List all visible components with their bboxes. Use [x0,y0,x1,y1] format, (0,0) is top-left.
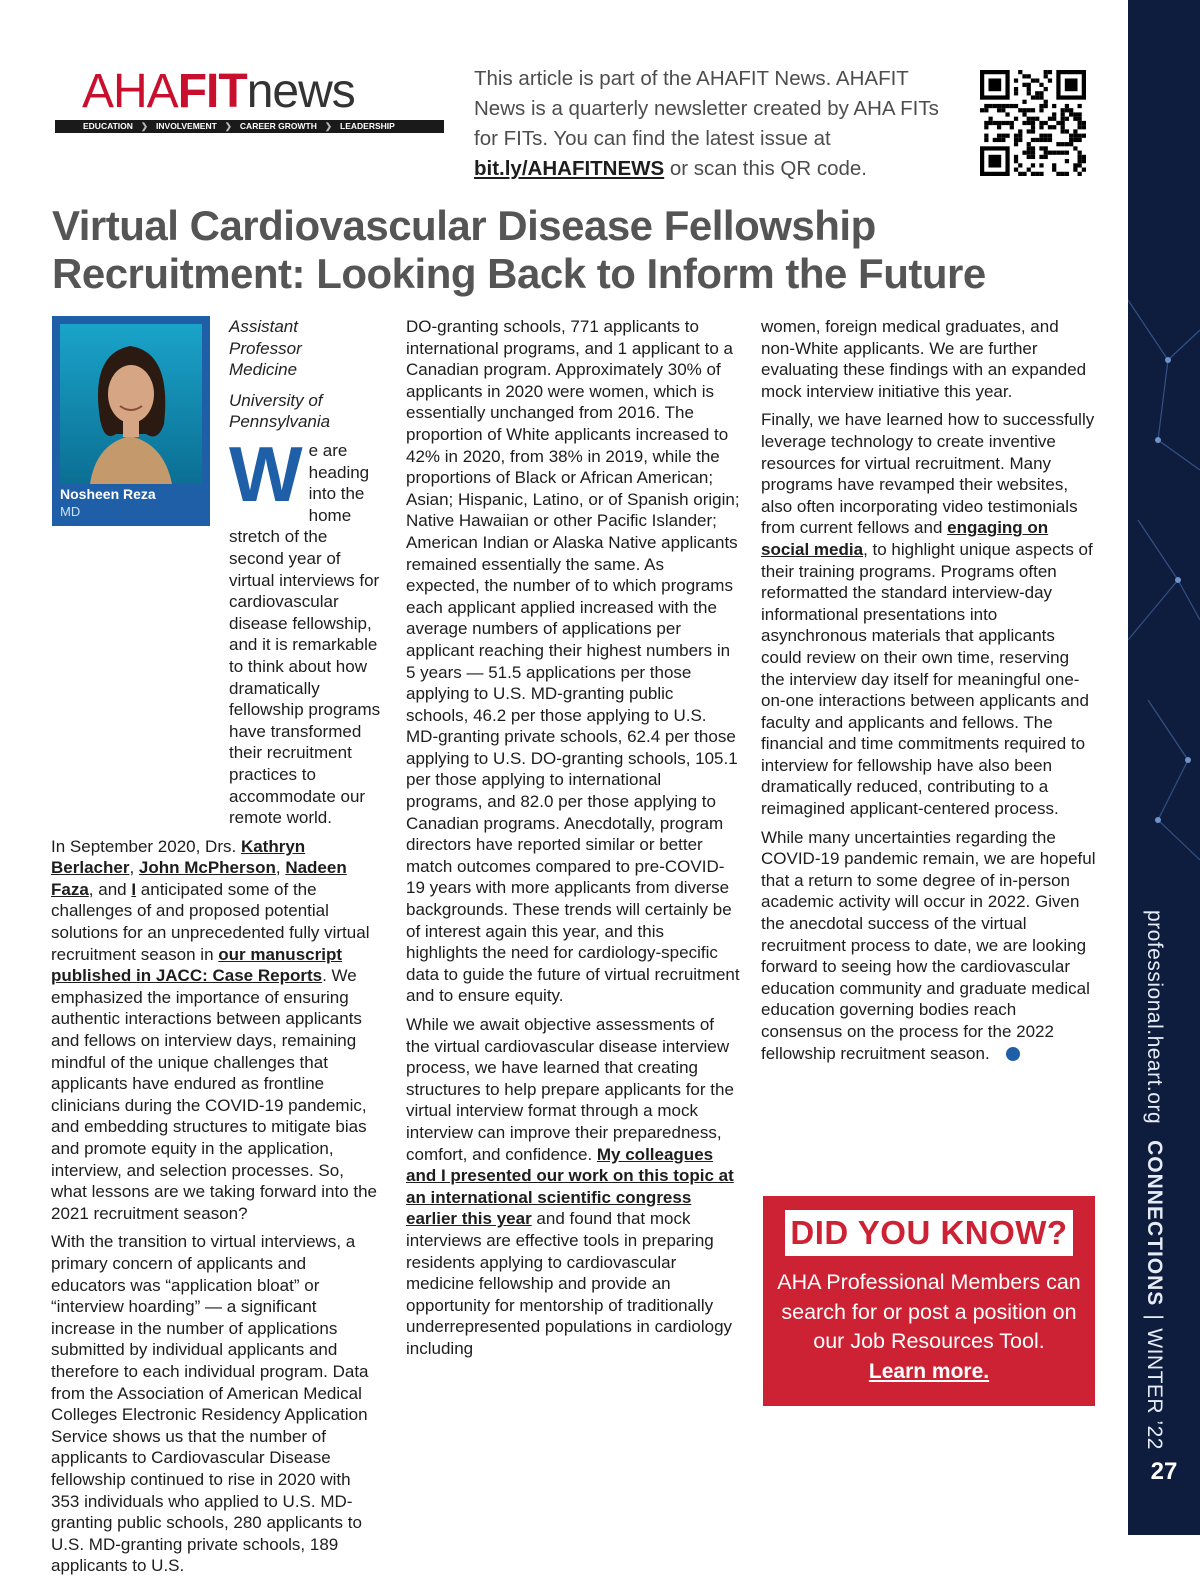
link-nadeen-faza[interactable]: Nadeen Faza [51,858,347,899]
article-paragraph-1: We are heading into the home stretch of the second year of virtual interviews for cardiovascular disease fellowship, and it is remarkable to think about how dramatically fellowship programs have transformed their recruitment practices to accommodate our remote world. [229,430,381,828]
article-column-1 [51,430,383,1584]
publication-name: CONNECTIONS [1143,1140,1166,1307]
article-paragraph-6: While many uncertainties regarding the COVID-19 pandemic remain, we are hopeful that a return to some degree of in-person academic activity will occur in 2022. Given the anecdotal success of the virtual recruitment process to date, we are looking forward to seeing how the cardiovascular education community and graduate medical education governing bodies reach consensus on the process for the 2022 fellowship recruitment season. [761,827,1096,1063]
ahafit-news-logo [52,60,444,138]
link-john-mcpherson[interactable]: John McPherson [138,858,276,878]
learn-more-link[interactable]: Learn more. [868,1360,990,1383]
sidebar-publication-text: professional.heart.orgCONNECTIONS|WINTER ’22 [1143,910,1166,1450]
link-social-media[interactable]: engaging on social media [761,518,1049,559]
author-credential: MD [60,504,81,519]
callout-body: AHA Professional Members can search for or post a position on our Job Resources Tool. [777,1270,1081,1353]
article-paragraph-4: While we await objective assessments of the virtual cardiovascular disease interview process, we have learned that creating structures to help prepare applicants for the virtual interview format through a mock interview can improve their preparedness, comfort, and confidence. My colleagues and I presented our work on this topic at an international scientific congress earlier this year and found that mock interviews are effective tools in preparing residents applying to cardiovascular medicine fellowship and provide an opportunity for mentorship of traditionally underrepresented populations in cardiology including [406,1015,734,1358]
article-paragraph-3-cont: DO-granting schools, 771 applicants to international programs, and 1 applicant to a Canadian program. Approximately 30% of applicants in 2020 were women, which is essentially unchanged from 2016. The proportion of White applicants increased to 42% in 2020, from 38% in 2019, while the proportions of Black or African American; Asian; Hispanic, Latino, or of Spanish origin; Native Hawaiian or other Pacific Islander; American Indian or Alaska Native applicants remained essentially the same. As expected, the number of to which programs each applicant applied increased with the average numbers of applications per applicant reaching their highest numbers in 5 years — 51.5 applications per those applying to U.S. MD-granting public schools, 46.2 per those applying to U.S. MD-granting private schools, 62.4 per those applying to U.S. DO-granting schools, 105.1 per those applying to international programs, and 82.0 per those applying to Canadian programs. Anecdotally, program directors have reported similar or better match outcomes compared to pre-COVID-19 years with more applicants from diverse backgrounds. These trends will certainly be of interest again this year, and this highlights the need for cardiology-specific data to guide the future of virtual recruitment and to ensure equity. [406,317,740,1006]
newsletter-intro: This article is part of the AHAFIT News. AHAFIT News is a quarterly newsletter created by AHA FITs for FITs. You can find the latest issue at bit.ly/AHAFITNEWS or scan this QR code. [474,67,939,180]
article-paragraph-3: With the transition to virtual interviews, a primary concern of applicants and educators was “application bloat” or “interview hoarding” — a significant increase in the number of applications submitted by individual applicants and therefore to each individual program. Data from the Association of American Medical Colleges Electronic Residency Application Service shows us that the number of applicants to Cardiovascular Disease fellowship continued to rise in 2020 with 353 individuals who applied to U.S. MD-granting public schools, 280 applicants to U.S. MD-granting private schools, 189 applicants to U.S. [51,1232,369,1576]
logo-wordmark: AHAFITnews [82,65,355,118]
did-you-know-callout [763,1196,1095,1406]
article-paragraph-4-cont: women, foreign medical graduates, and non-White applicants. We are further evaluating these findings with an expanded mock interview initiative this year. [761,317,1087,401]
article-title: Virtual Cardiovascular Disease Fellowship Recruitment: Looking Back to Inform the Future [52,202,986,297]
logo-tagline-bar: EDUCATION ❯ INVOLVEMENT ❯ CAREER GROWTH ❯ LEADERSHIP [55,120,444,133]
newsletter-link[interactable]: bit.ly/AHAFITNEWS [474,157,665,180]
site-url: professional.heart.org [1143,910,1166,1125]
callout-heading: DID YOU KNOW? [785,1210,1073,1256]
article-column-3 [761,316,1097,1071]
link-author[interactable]: I [131,879,137,899]
link-scientific-congress[interactable]: My colleagues and I presented our work on this topic at an international scientific congress earlier this year [406,1144,734,1229]
article-paragraph-5: Finally, we have learned how to successfully leverage technology to create inventive resources for virtual recruitment. Many programs have revamped their websites, also often incorporating video testimonials from current fellows and engaging on social media, to highlight unique aspects of their training programs. Programs often reformatted the standard interview-day informational presentations into asynchronous materials that applicants could review on their own time, reserving the interview day itself for meaningful one-on-one interactions between applicants and faculty and applicants and fellows. The financial and time commitments required to interview for fellowship have also been dramatically reduced, contributing to a reimagined applicant-centered process. [761,410,1095,819]
drop-cap: W [229,430,303,518]
link-jacc-manuscript[interactable]: our manuscript published in JACC: Case Reports [51,944,342,986]
author-affiliation [229,316,369,442]
page-number: 27 [1150,1458,1178,1485]
article-paragraph-2: In September 2020, Drs. Kathryn Berlacher, John McPherson, Nadeen Faza, and I anticipated some of the challenges of and proposed potential solutions for an unprecedented fully virtual recruitment season in our manuscript published in JACC: Case Reports. We emphasized the importance of ensuring authentic interactions between applicants and fellows on interview days, remaining mindful of the unique challenges that applicants have endured as frontline clinicians during the COVID-19 pandemic, and embedding structures to mitigate bias and promote equity in the application, interview, and selection processes. So, what lessons are we taking forward into the 2021 recruitment season? [51,836,378,1223]
issue-label: WINTER ’22 [1143,1328,1166,1450]
author-name: Nosheen Reza [60,486,156,502]
author-role: Assistant Professor Medicine [229,317,302,379]
end-mark-icon [1006,1047,1020,1061]
author-institution: University of Pennsylvania [229,390,331,431]
article-column-2 [406,316,740,1367]
link-kathryn-berlacher[interactable]: Kathryn Berlacher [51,836,306,878]
qr-code-icon[interactable] [980,70,1086,176]
